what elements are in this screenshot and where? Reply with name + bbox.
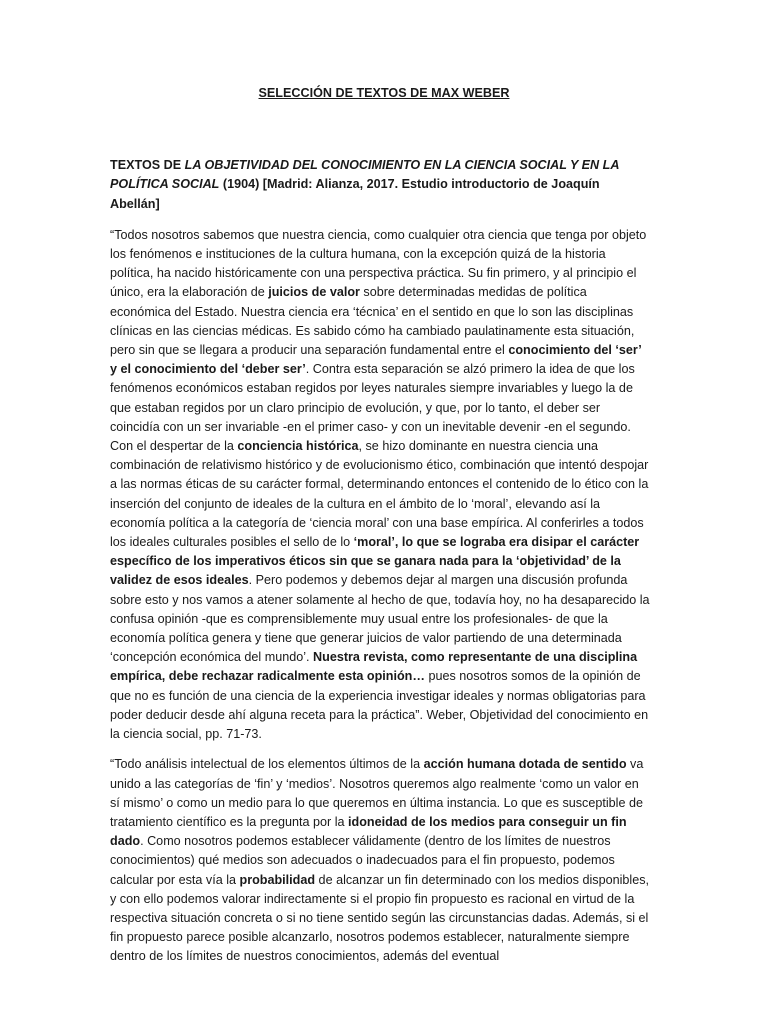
paragraph-text: pues nosotros somos de la opinión de que no es función de una ciencia de la experiencia investigar ideales y normas obligatorias para poder deducir desde ahí alguna receta para la práctica”. Weber, Objetividad del conocimiento en la ciencia social, pp. 71-73. [110, 669, 649, 742]
emphasis-text: conciencia histórica [237, 439, 359, 454]
paragraph-text: va unido a las categorías de ‘fin’ y ‘medios’. Nosotros queremos algo realmente ‘como un valor en sí mismo’ o como un medio para lo que queremos en última instancia. Lo que es susceptible de tratamiento científico es la pregunta por la [110, 757, 644, 829]
body-paragraph [110, 226, 650, 744]
paragraph-text: . Contra esta separación se alzó primero la idea de que los fenómenos económicos estaban regidos por leyes naturales siempre invariables y luego la de que estaban regidos por un claro principio de evolución, y que, por lo tanto, el deber ser coincidía con un ser invariable -en el primer caso- y con un inevitable devenir -en el segundo. Con el despertar de la [110, 362, 635, 454]
heading-prefix: TEXTOS DE [110, 158, 185, 173]
heading-suffix: (1904) [Madrid: Alianza, 2017. Estudio introductorio de Joaquín Abellán] [110, 177, 600, 211]
paragraph-text: de alcanzar un fin determinado con los medios disponibles, y con ello podemos valorar indirectamente si el propio fin propuesto es racional en virtud de la respectiva situación concreta o si no tiene sentido según las circunstancias dadas. Además, si el fin propuesto parece posible alcanzarlo, nosotros podemos establecer, naturalmente siempre dentro de los límites de nuestros conocimientos, además del eventual [110, 872, 649, 964]
emphasis-text: conocimiento del ‘ser’ y el conocimiento del ‘deber ser’ [110, 343, 642, 377]
paragraph-text: , se hizo dominante en nuestra ciencia una combinación de relativismo histórico y de evolucionismo ético, combinación que intentó despojar a las normas éticas de su carácter formal, determinando entonces el contenido de lo ético con la inserción del conjunto de ideales de la cultura en el ámbito de lo ‘moral’, elevando así la economía política a la categoría de ‘ciencia moral’ con una base empírica. Al conferirles a todos los ideales culturales posibles el sello de lo [110, 439, 649, 550]
emphasis-text: acción humana dotada de sentido [423, 757, 627, 772]
paragraph-text: “Todos nosotros sabemos que nuestra ciencia, como cualquier otra ciencia que tenga por objeto los fenómenos e instituciones de la cultura humana, con la excepción quizá de la historia política, ha nacido históricamente con una perspectiva práctica. Su fin primero, y al principio el único, era la elaboración de [110, 227, 647, 300]
paragraph-text: sobre determinadas medidas de política económica del Estado. Nuestra ciencia era ‘técnica’ en el sentido en que lo son las disciplinas clínicas en las ciencias médicas. Es sabido cómo ha cambiado paulatinamente esta situación, pero sin que se llegara a producir una separación fundamental entre el [110, 285, 635, 358]
paragraph-text: “Todo análisis intelectual de los elementos últimos de la [110, 757, 424, 772]
emphasis-text: ‘moral’, lo que se lograba era disipar el carácter específico de los imperativos éticos sin que se ganara nada para la ‘objetividad’ de la validez de esos ideales [110, 535, 640, 588]
paragraph-text: . Pero podemos y debemos dejar al margen una discusión profunda sobre esto y nos vamos a atener solamente al hecho de que, todavía hoy, no ha desaparecido la confusa opinión -que es comprensiblemente muy usual entre los profesionales- de que la economía política genera y tiene que generar juicios de valor partiendo de una determinada ‘concepción económica del mundo’. [110, 573, 650, 665]
emphasis-text: idoneidad de los medios para conseguir un fin dado [110, 814, 627, 849]
emphasis-text: juicios de valor [268, 285, 360, 300]
emphasis-text: Nuestra revista, como representante de una disciplina empírica, debe rechazar radicalmente esta opinión… [110, 650, 638, 684]
document-title: SELECCIÓN DE TEXTOS DE MAX WEBER [258, 86, 510, 100]
emphasis-text: probabilidad [239, 872, 316, 887]
book-title: LA OBJETIVIDAD DEL CONOCIMIENTO EN LA CIENCIA SOCIAL Y EN LA POLÍTICA SOCIAL [110, 158, 619, 192]
body-paragraph [110, 755, 650, 966]
section-heading [110, 156, 650, 214]
paragraph-text: . Como nosotros podemos establecer válidamente (dentro de los límites de nuestros conocimientos) qué medios son adecuados o inadecuados para el fin propuesto, podemos calcular por esta vía la [110, 834, 615, 887]
body-text [110, 226, 650, 967]
